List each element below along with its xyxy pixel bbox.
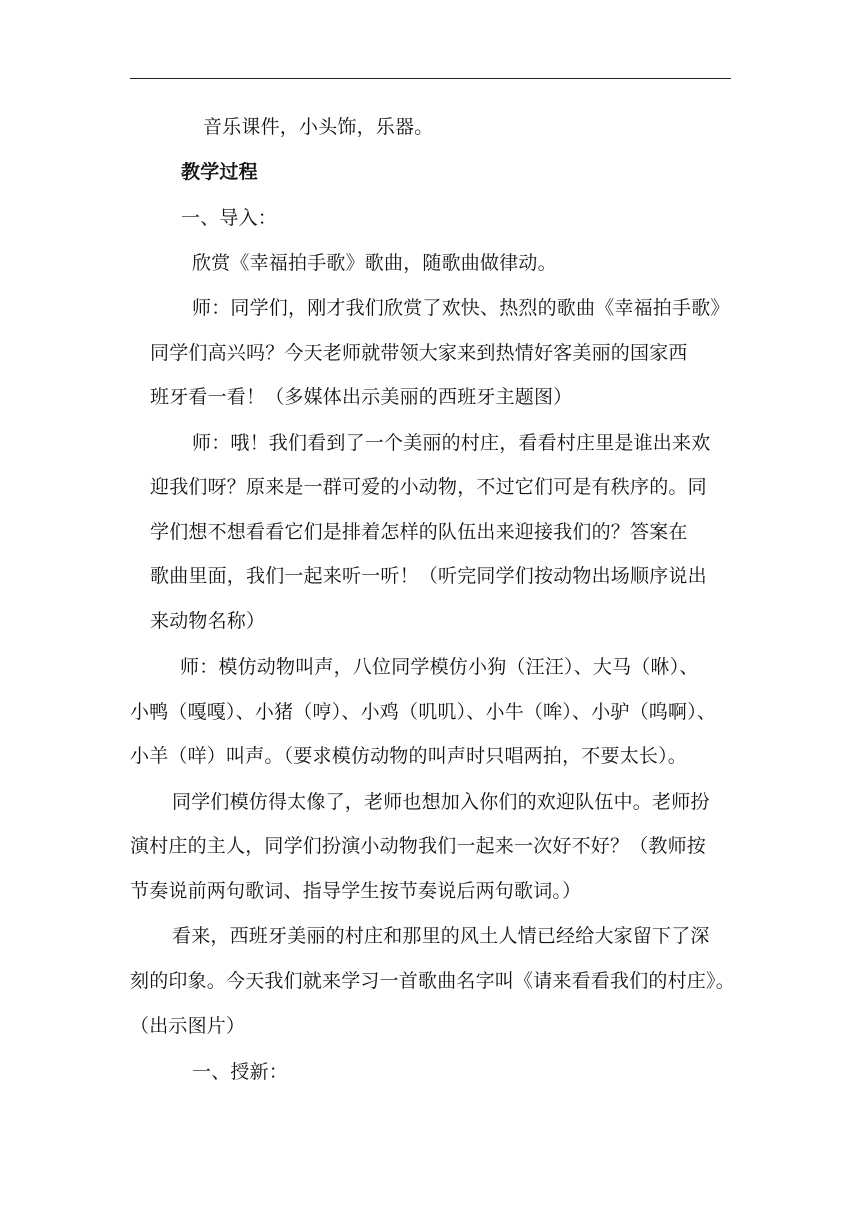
header-rule (130, 78, 731, 79)
paragraph-3-line-2: 迎我们呀？原来是一群可爱的小动物，不过它们可是有秩序的。同 (150, 476, 707, 498)
paragraph-3-line-3: 学们想不想看看它们是排着怎样的队伍出来迎接我们的？答案在 (150, 521, 688, 543)
paragraph-5-line-1: 同学们模仿得太像了，老师也想加入你们的欢迎队伍中。老师扮 (172, 791, 710, 813)
paragraph-6-line-1: 看来，西班牙美丽的村庄和那里的风土人情已经给大家留下了深 (172, 925, 710, 947)
section-title-intro: 一、导入： (181, 207, 278, 229)
paragraph-2-line-2: 同学们高兴吗？今天老师就带领大家来到热情好客美丽的国家西 (150, 342, 688, 364)
section-title-new-lesson: 一、授新： (192, 1061, 289, 1083)
materials-line: 音乐课件，小头饰，乐器。 (203, 116, 434, 138)
paragraph-6-line-3: （出示图片） (130, 1015, 246, 1037)
paragraph-4-line-1: 师：模仿动物叫声，八位同学模仿小狗（汪汪）、大马（咻）、 (180, 656, 699, 678)
paragraph-5-line-3: 节奏说前两句歌词、指导学生按节奏说后两句歌词。） (130, 880, 582, 902)
paragraph-1: 欣赏《幸福拍手歌》歌曲，随歌曲做律动。 (192, 252, 557, 274)
paragraph-2-line-1: 师：同学们，刚才我们欣赏了欢快、热烈的歌曲《幸福拍手歌》 (192, 297, 730, 319)
paragraph-4-line-3: 小羊（咩）叫声。（要求模仿动物的叫声时只唱两拍，不要太长）。 (130, 745, 688, 767)
paragraph-3-line-1: 师：哦！我们看到了一个美丽的村庄，看看村庄里是谁出来欢 (192, 432, 711, 454)
paragraph-5-line-2: 演村庄的主人，同学们扮演小动物我们一起来一次好不好？（教师按 (130, 835, 707, 857)
section-heading: 教学过程 (181, 161, 258, 183)
paragraph-6-line-2: 刻的印象。今天我们就来学习一首歌曲名字叫《请来看看我们的村庄》。 (130, 970, 735, 992)
paragraph-2-line-3: 班牙看一看！（多媒体出示美丽的西班牙主题图） (150, 386, 573, 408)
paragraph-4-line-2: 小鸭（嘎嘎）、小猪（哼）、小鸡（叽叽）、小牛（哞）、小驴（呜啊）、 (130, 701, 717, 723)
paragraph-3-line-5: 来动物名称） (150, 610, 266, 632)
paragraph-3-line-4: 歌曲里面，我们一起来听一听！（听完同学们按动物出场顺序说出 (150, 565, 707, 587)
